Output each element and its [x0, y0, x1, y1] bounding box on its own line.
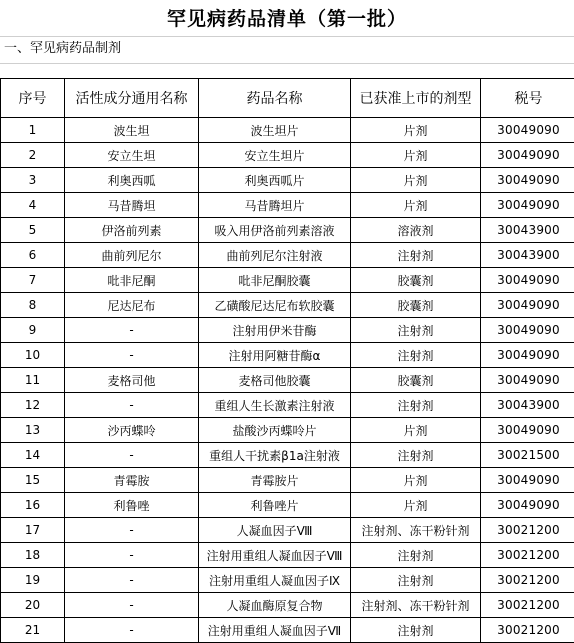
cell-row-index: 2: [1, 143, 65, 168]
cell-dosage-form: 片剂: [351, 143, 481, 168]
cell-ingredient: 伊洛前列素: [65, 218, 199, 243]
cell-row-index: 1: [1, 118, 65, 143]
table-row: [1, 568, 574, 593]
cell-ingredient: 沙丙蝶呤: [65, 418, 199, 443]
cell-dosage-form: 片剂: [351, 118, 481, 143]
cell-drug-name: 利鲁唑片: [199, 493, 351, 518]
cell-drug-name: 人凝血因子Ⅷ: [199, 518, 351, 543]
header-index: 序号: [1, 79, 65, 118]
header-row: [1, 79, 574, 118]
cell-row-index: 20: [1, 593, 65, 618]
cell-dosage-form: 片剂: [351, 493, 481, 518]
cell-row-index: 12: [1, 393, 65, 418]
table-row: [1, 393, 574, 418]
cell-tax-code: 30049090: [481, 493, 574, 518]
spacer-row: [0, 63, 574, 78]
cell-drug-name: 重组人生长激素注射液: [199, 393, 351, 418]
cell-row-index: 18: [1, 543, 65, 568]
cell-dosage-form: 胶囊剂: [351, 368, 481, 393]
cell-drug-name: 乙磺酸尼达尼布软胶囊: [199, 293, 351, 318]
cell-row-index: 9: [1, 318, 65, 343]
table-row: [1, 118, 574, 143]
cell-drug-name: 盐酸沙丙蝶呤片: [199, 418, 351, 443]
cell-drug-name: 重组人干扰素β1a注射液: [199, 443, 351, 468]
cell-row-index: 21: [1, 618, 65, 643]
cell-tax-code: 30021200: [481, 568, 574, 593]
cell-row-index: 14: [1, 443, 65, 468]
cell-tax-code: 30049090: [481, 293, 574, 318]
cell-dosage-form: 注射剂: [351, 343, 481, 368]
cell-dosage-form: 片剂: [351, 168, 481, 193]
cell-ingredient: 尼达尼布: [65, 293, 199, 318]
cell-dosage-form: 胶囊剂: [351, 293, 481, 318]
cell-row-index: 8: [1, 293, 65, 318]
header-drug-name: 药品名称: [199, 79, 351, 118]
cell-tax-code: 30021200: [481, 543, 574, 568]
cell-dosage-form: 注射剂、冻干粉针剂: [351, 518, 481, 543]
cell-dosage-form: 注射剂: [351, 543, 481, 568]
cell-ingredient: -: [65, 393, 199, 418]
table-row: [1, 268, 574, 293]
cell-row-index: 4: [1, 193, 65, 218]
cell-drug-name: 人凝血酶原复合物: [199, 593, 351, 618]
table-row: [1, 368, 574, 393]
table-row: [1, 318, 574, 343]
header-dosage-form: 已获准上市的剂型: [351, 79, 481, 118]
cell-dosage-form: 胶囊剂: [351, 268, 481, 293]
cell-tax-code: 30021500: [481, 443, 574, 468]
table-row: [1, 468, 574, 493]
cell-drug-name: 吡非尼酮胶囊: [199, 268, 351, 293]
cell-ingredient: 麦格司他: [65, 368, 199, 393]
cell-drug-name: 注射用重组人凝血因子Ⅸ: [199, 568, 351, 593]
table-row: [1, 493, 574, 518]
cell-drug-name: 麦格司他胶囊: [199, 368, 351, 393]
cell-dosage-form: 片剂: [351, 468, 481, 493]
cell-ingredient: 波生坦: [65, 118, 199, 143]
cell-ingredient: -: [65, 318, 199, 343]
cell-row-index: 10: [1, 343, 65, 368]
cell-dosage-form: 注射剂、冻干粉针剂: [351, 593, 481, 618]
cell-dosage-form: 注射剂: [351, 568, 481, 593]
cell-row-index: 19: [1, 568, 65, 593]
cell-row-index: 13: [1, 418, 65, 443]
cell-tax-code: 30049090: [481, 418, 574, 443]
cell-drug-name: 安立生坦片: [199, 143, 351, 168]
cell-ingredient: 青霉胺: [65, 468, 199, 493]
page-title: 罕见病药品清单（第一批）: [0, 0, 574, 36]
cell-tax-code: 30049090: [481, 268, 574, 293]
table-row: [1, 518, 574, 543]
cell-tax-code: 30043900: [481, 243, 574, 268]
cell-ingredient: -: [65, 443, 199, 468]
cell-row-index: 11: [1, 368, 65, 393]
table-row: [1, 293, 574, 318]
cell-row-index: 3: [1, 168, 65, 193]
section-heading: 一、罕见病药品制剂: [0, 36, 574, 63]
cell-ingredient: 马昔腾坦: [65, 193, 199, 218]
cell-drug-name: 注射用阿糖苷酶α: [199, 343, 351, 368]
cell-tax-code: 30021200: [481, 618, 574, 643]
cell-ingredient: -: [65, 518, 199, 543]
cell-tax-code: 30043900: [481, 393, 574, 418]
table-row: [1, 343, 574, 368]
cell-dosage-form: 注射剂: [351, 618, 481, 643]
cell-row-index: 16: [1, 493, 65, 518]
cell-tax-code: 30049090: [481, 318, 574, 343]
cell-drug-name: 注射用重组人凝血因子Ⅶ: [199, 618, 351, 643]
cell-tax-code: 30021200: [481, 593, 574, 618]
cell-dosage-form: 片剂: [351, 193, 481, 218]
cell-ingredient: 吡非尼酮: [65, 268, 199, 293]
cell-drug-name: 波生坦片: [199, 118, 351, 143]
cell-tax-code: 30043900: [481, 218, 574, 243]
cell-ingredient: -: [65, 618, 199, 643]
table-row: [1, 143, 574, 168]
cell-row-index: 7: [1, 268, 65, 293]
drug-table: [0, 78, 574, 643]
cell-drug-name: 利奥西呱片: [199, 168, 351, 193]
cell-dosage-form: 注射剂: [351, 443, 481, 468]
cell-drug-name: 吸入用伊洛前列素溶液: [199, 218, 351, 243]
cell-tax-code: 30049090: [481, 193, 574, 218]
cell-drug-name: 马昔腾坦片: [199, 193, 351, 218]
cell-tax-code: 30049090: [481, 468, 574, 493]
cell-tax-code: 30049090: [481, 118, 574, 143]
table-row: [1, 193, 574, 218]
cell-ingredient: -: [65, 593, 199, 618]
cell-ingredient: 利鲁唑: [65, 493, 199, 518]
cell-ingredient: -: [65, 343, 199, 368]
table-row: [1, 243, 574, 268]
cell-ingredient: -: [65, 568, 199, 593]
cell-tax-code: 30049090: [481, 368, 574, 393]
cell-drug-name: 曲前列尼尔注射液: [199, 243, 351, 268]
table-row: [1, 543, 574, 568]
cell-ingredient: -: [65, 543, 199, 568]
cell-drug-name: 注射用伊米苷酶: [199, 318, 351, 343]
cell-ingredient: 曲前列尼尔: [65, 243, 199, 268]
cell-row-index: 5: [1, 218, 65, 243]
cell-tax-code: 30049090: [481, 168, 574, 193]
table-row: [1, 618, 574, 643]
table-row: [1, 168, 574, 193]
cell-ingredient: 利奥西呱: [65, 168, 199, 193]
cell-dosage-form: 注射剂: [351, 318, 481, 343]
cell-dosage-form: 片剂: [351, 418, 481, 443]
cell-tax-code: 30021200: [481, 518, 574, 543]
cell-row-index: 17: [1, 518, 65, 543]
header-tax-code: 税号: [481, 79, 574, 118]
cell-row-index: 6: [1, 243, 65, 268]
cell-dosage-form: 注射剂: [351, 393, 481, 418]
cell-drug-name: 青霉胺片: [199, 468, 351, 493]
header-ingredient: 活性成分通用名称: [65, 79, 199, 118]
cell-row-index: 15: [1, 468, 65, 493]
cell-ingredient: 安立生坦: [65, 143, 199, 168]
cell-dosage-form: 注射剂: [351, 243, 481, 268]
cell-tax-code: 30049090: [481, 343, 574, 368]
table-row: [1, 218, 574, 243]
cell-tax-code: 30049090: [481, 143, 574, 168]
table-row: [1, 418, 574, 443]
table-row: [1, 443, 574, 468]
table-row: [1, 593, 574, 618]
cell-dosage-form: 溶液剂: [351, 218, 481, 243]
cell-drug-name: 注射用重组人凝血因子Ⅷ: [199, 543, 351, 568]
